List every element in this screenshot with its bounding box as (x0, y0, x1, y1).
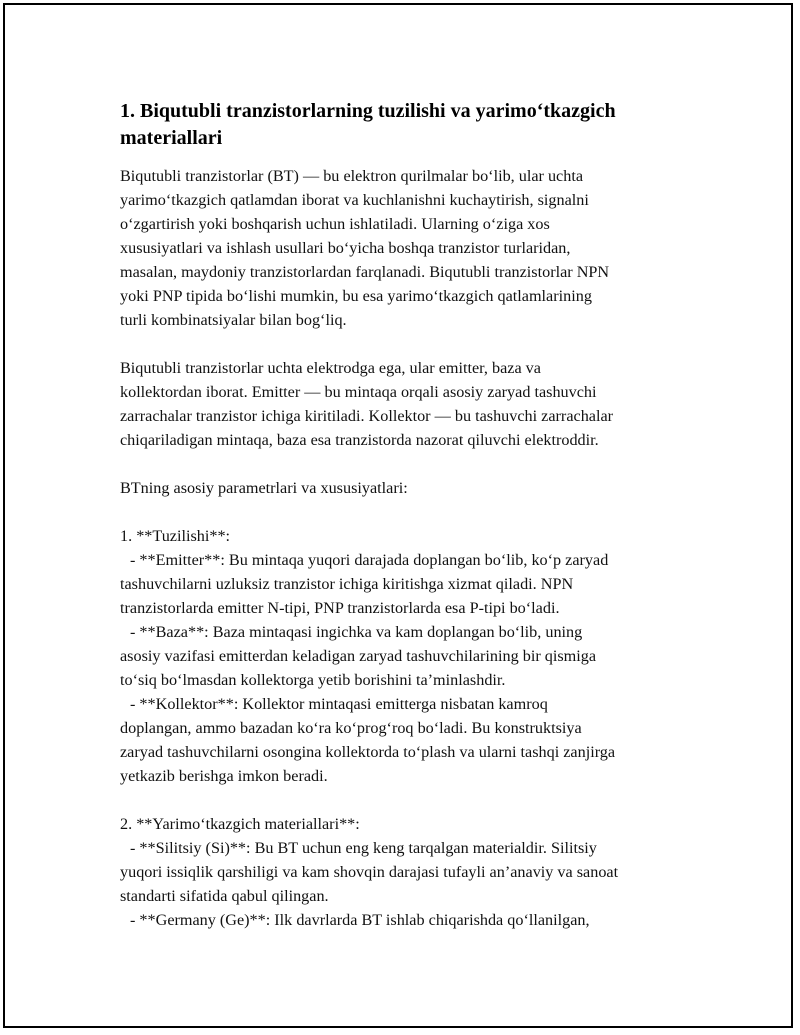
list-item-silitsiy: - **Silitsiy (Si)**: Bu BT uchun eng keng tarqalgan materialdir. Silitsiy (130, 839, 597, 857)
document-body (120, 98, 695, 932)
section-materials (120, 812, 695, 932)
text-line: Biqutubli tranzistorlar uchta elektrodga ega, ular emitter, baza va (120, 359, 541, 377)
text-line: kollektordan iborat. Emitter — bu mintaqa orqali asosiy zaryad tashuvchi (120, 383, 597, 401)
text-line: standarti sifatida qabul qilingan. (120, 887, 329, 905)
text-line: tranzistorlarda emitter N-tipi, PNP tranzistorlarda esa P-tipi bo‘ladi. (120, 599, 560, 617)
list-item-emitter: - **Emitter**: Bu mintaqa yuqori darajada doplangan bo‘lib, ko‘p zaryad (130, 551, 609, 569)
text-line: zarrachalar tranzistor ichiga kiritiladi. Kollektor — bu tashuvchi zarrachalar (120, 407, 614, 425)
document-page (3, 3, 793, 1028)
section-heading: 2. **Yarimo‘tkazgich materiallari**: (120, 815, 360, 833)
text-line: xususiyatlari va ishlash usullari bo‘yicha boshqa tranzistor turlaridan, (120, 239, 571, 257)
text-line: tashuvchilarni uzluksiz tranzistor ichiga kiritishga xizmat qiladi. NPN (120, 575, 574, 593)
document-title (120, 98, 695, 152)
text-line: BTning asosiy parametrlari va xususiyatlari: (120, 479, 408, 497)
parameters-intro (120, 476, 695, 500)
text-line: chiqariladigan mintaqa, baza esa tranzistorda nazorat qiluvchi elektroddir. (120, 431, 599, 449)
text-line: zaryad tashuvchilarni osongina kollektorda to‘plash va ularni tashqi zanjirga (120, 743, 616, 761)
text-line: masalan, maydoniy tranzistorlardan farqlanadi. Biqutubli tranzistorlar NPN (120, 263, 610, 281)
text-line: turli kombinatsiyalar bilan bog‘liq. (120, 311, 347, 329)
section-heading: 1. **Tuzilishi**: (120, 527, 231, 545)
text-line: yoki PNP tipida bo‘lishi mumkin, bu esa yarimo‘tkazgich qatlamlarining (120, 287, 592, 305)
text-line: yuqori issiqlik qarshiligi va kam shovqin darajasi tufayli an’anaviy va sanoat (120, 863, 619, 881)
text-line: yarimo‘tkazgich qatlamdan iborat va kuchlanishni kuchaytirish, signalni (120, 191, 589, 209)
title-line: 1. Biqutubli tranzistorlarning tuzilishi va yarimo‘tkazgich (120, 100, 616, 122)
text-line: Biqutubli tranzistorlar (BT) — bu elektron qurilmalar bo‘lib, ular uchta (120, 167, 584, 185)
text-line: yetkazib berishga imkon beradi. (120, 767, 328, 785)
list-item-germany: - **Germany (Ge)**: Ilk davrlarda BT ishlab chiqarishda qo‘llanilgan, (130, 911, 590, 929)
text-line: asosiy vazifasi emitterdan keladigan zaryad tashuvchilarining bir qismiga (120, 647, 597, 665)
electrodes-paragraph (120, 356, 695, 452)
list-item-kollektor: - **Kollektor**: Kollektor mintaqasi emitterga nisbatan kamroq (130, 695, 548, 713)
section-structure (120, 524, 695, 788)
list-item-baza: - **Baza**: Baza mintaqasi ingichka va kam doplangan bo‘lib, uning (130, 623, 583, 641)
intro-paragraph (120, 164, 695, 332)
text-line: doplangan, ammo bazadan ko‘ra ko‘prog‘roq bo‘ladi. Bu konstruktsiya (120, 719, 582, 737)
text-line: to‘siq bo‘lmasdan kollektorga yetib borishini ta’minlashdir. (120, 671, 506, 689)
title-line: materiallari (120, 127, 223, 149)
text-line: o‘zgartirish yoki boshqarish uchun ishlatiladi. Ularning o‘ziga xos (120, 215, 550, 233)
